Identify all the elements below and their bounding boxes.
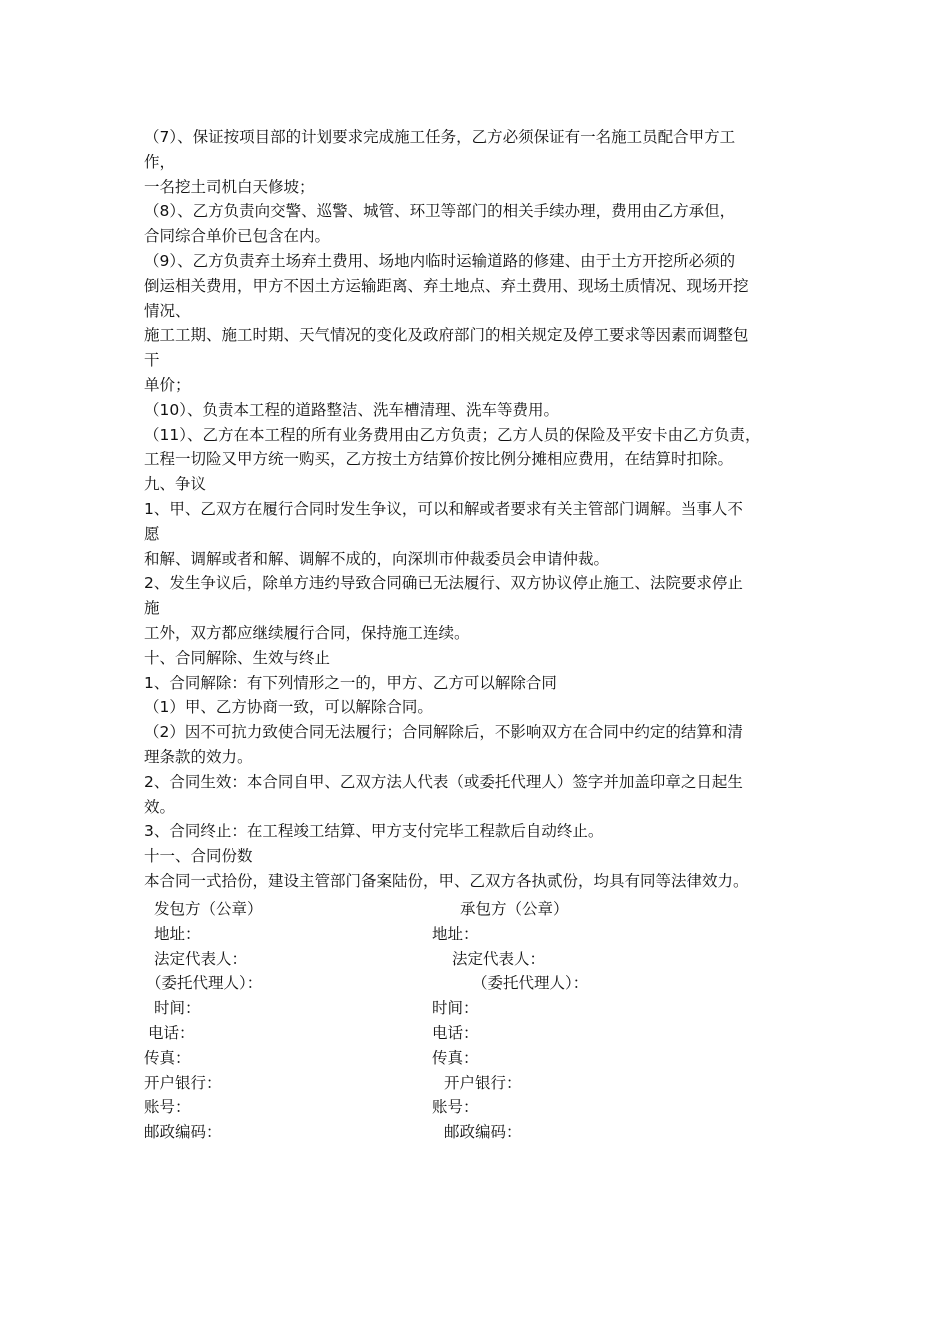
section-heading-copies: 十一、合同份数 [144, 847, 253, 866]
employer-postcode-label: 邮政编码： [144, 1123, 222, 1142]
contractor-bank-label: 开户银行： [444, 1073, 522, 1092]
termination-1: 1、合同解除：有下列情形之一的，甲方、乙方可以解除合同 [144, 673, 557, 692]
clause-9-line-4: 施工工期、施工时期、天气情况的变化及政府部门的相关规定及停工要求等因素而调整包 [144, 326, 749, 345]
dispute-1-line-3: 和解、调解或者和解、调解不成的，向深圳市仲裁委员会申请仲裁。 [144, 549, 610, 568]
signature-row-postcode [144, 1120, 810, 1145]
section-heading-dispute: 九、争议 [144, 475, 207, 494]
clause-9-line-5: 干 [144, 351, 160, 370]
employer-agent-label: （委托代理人）： [146, 974, 263, 993]
signature-row-address [144, 922, 810, 947]
dispute-2-line-2: 施 [144, 599, 160, 618]
contractor-account-label: 账号： [432, 1098, 479, 1117]
contractor-phone-label: 电话： [432, 1023, 479, 1042]
termination-1-b-line-2: 理条款的效力。 [144, 747, 253, 766]
contractor-postcode-label: 邮政编码： [444, 1123, 522, 1142]
clause-7-line-2: 作， [144, 152, 176, 171]
clause-9-line-2: 倒运相关费用，甲方不因土方运输距离、弃土地点、弃土费用、现场土质情况、现场开挖 [144, 276, 749, 295]
copies-statement: 本合同一式拾份，建设主管部门备案陆份，甲、乙双方各执贰份，均具有同等法律效力。 [144, 871, 749, 890]
contractor-legal-rep-label: 法定代表人： [452, 949, 546, 968]
clause-7-line-1: （7）、保证按项目部的计划要求完成施工任务，乙方必须保证有一名施工员配合甲方工 [144, 128, 736, 146]
clause-8-line-2: 合同综合单价已包含在内。 [144, 227, 331, 246]
clause-7-line-3: 一名挖土司机白天修坡； [144, 177, 315, 196]
employer-account-label: 账号： [144, 1098, 191, 1117]
dispute-1-line-2: 愿 [144, 524, 160, 543]
signature-block [144, 897, 810, 1145]
signature-row-fax [144, 1046, 810, 1071]
dispute-2-line-3: 工外，双方都应继续履行合同，保持施工连续。 [144, 623, 470, 642]
contractor-fax-label: 传真： [432, 1048, 479, 1067]
signature-row-phone [144, 1021, 810, 1046]
contractor-time-label: 时间： [432, 999, 479, 1018]
signature-row-seal [144, 897, 810, 922]
employer-time-label: 时间： [154, 999, 201, 1018]
signature-row-account [144, 1095, 810, 1120]
employer-legal-rep-label: 法定代表人： [154, 949, 248, 968]
signature-row-legal-rep [144, 947, 810, 972]
contractor-address-label: 地址： [432, 924, 479, 943]
clause-11-line-1: （11）、乙方在本工程的所有业务费用由乙方负责；乙方人员的保险及平安卡由乙方负责， [144, 425, 761, 444]
signature-row-agent [144, 971, 810, 996]
employer-phone-label: 电话： [148, 1023, 195, 1042]
termination-1-b-line-1: （2）因不可抗力致使合同无法履行；合同解除后，不影响双方在合同中约定的结算和清 [144, 723, 743, 742]
employer-address-label: 地址： [154, 924, 201, 943]
termination-1-a: （1）甲、乙方协商一致，可以解除合同。 [144, 698, 433, 717]
clause-9-line-3: 情况、 [144, 301, 191, 320]
contractor-seal-label: 承包方（公章） [460, 900, 569, 918]
clause-8-line-1: （8）、乙方负责向交警、巡警、城管、环卫等部门的相关手续办理，费用由乙方承但， [144, 202, 736, 221]
contract-body [144, 125, 810, 894]
signature-row-bank [144, 1071, 810, 1096]
dispute-2-line-1: 2、发生争议后，除单方违约导致合同确已无法履行、双方协议停止施工、法院要求停止 [144, 574, 743, 593]
clause-10-line: （10）、负责本工程的道路整洁、洗车槽清理、洗车等费用。 [144, 400, 559, 419]
signature-row-time [144, 996, 810, 1021]
section-heading-termination: 十、合同解除、生效与终止 [144, 648, 331, 667]
contractor-agent-label: （委托代理人）： [472, 974, 589, 993]
clause-9-line-1: （9）、乙方负责弃土场弃土费用、场地内临时运输道路的修建、由于土方开挖所必须的 [144, 251, 736, 270]
termination-3: 3、合同终止：在工程竣工结算、甲方支付完毕工程款后自动终止。 [144, 822, 604, 841]
effectiveness-line-2: 效。 [144, 797, 176, 816]
dispute-1-line-1: 1、甲、乙双方在履行合同时发生争议，可以和解或者要求有关主管部门调解。当事人不 [144, 499, 743, 518]
employer-seal-label: 发包方（公章） [154, 900, 263, 918]
employer-fax-label: 传真： [144, 1048, 191, 1067]
clause-11-line-2: 工程一切险又甲方统一购买，乙方按土方结算价按比例分摊相应费用，在结算时扣除。 [144, 450, 734, 469]
effectiveness-line-1: 2、合同生效：本合同自甲、乙双方法人代表（或委托代理人）签字并加盖印章之日起生 [144, 772, 743, 791]
clause-9-line-6: 单价； [144, 375, 191, 394]
employer-bank-label: 开户银行： [144, 1073, 222, 1092]
